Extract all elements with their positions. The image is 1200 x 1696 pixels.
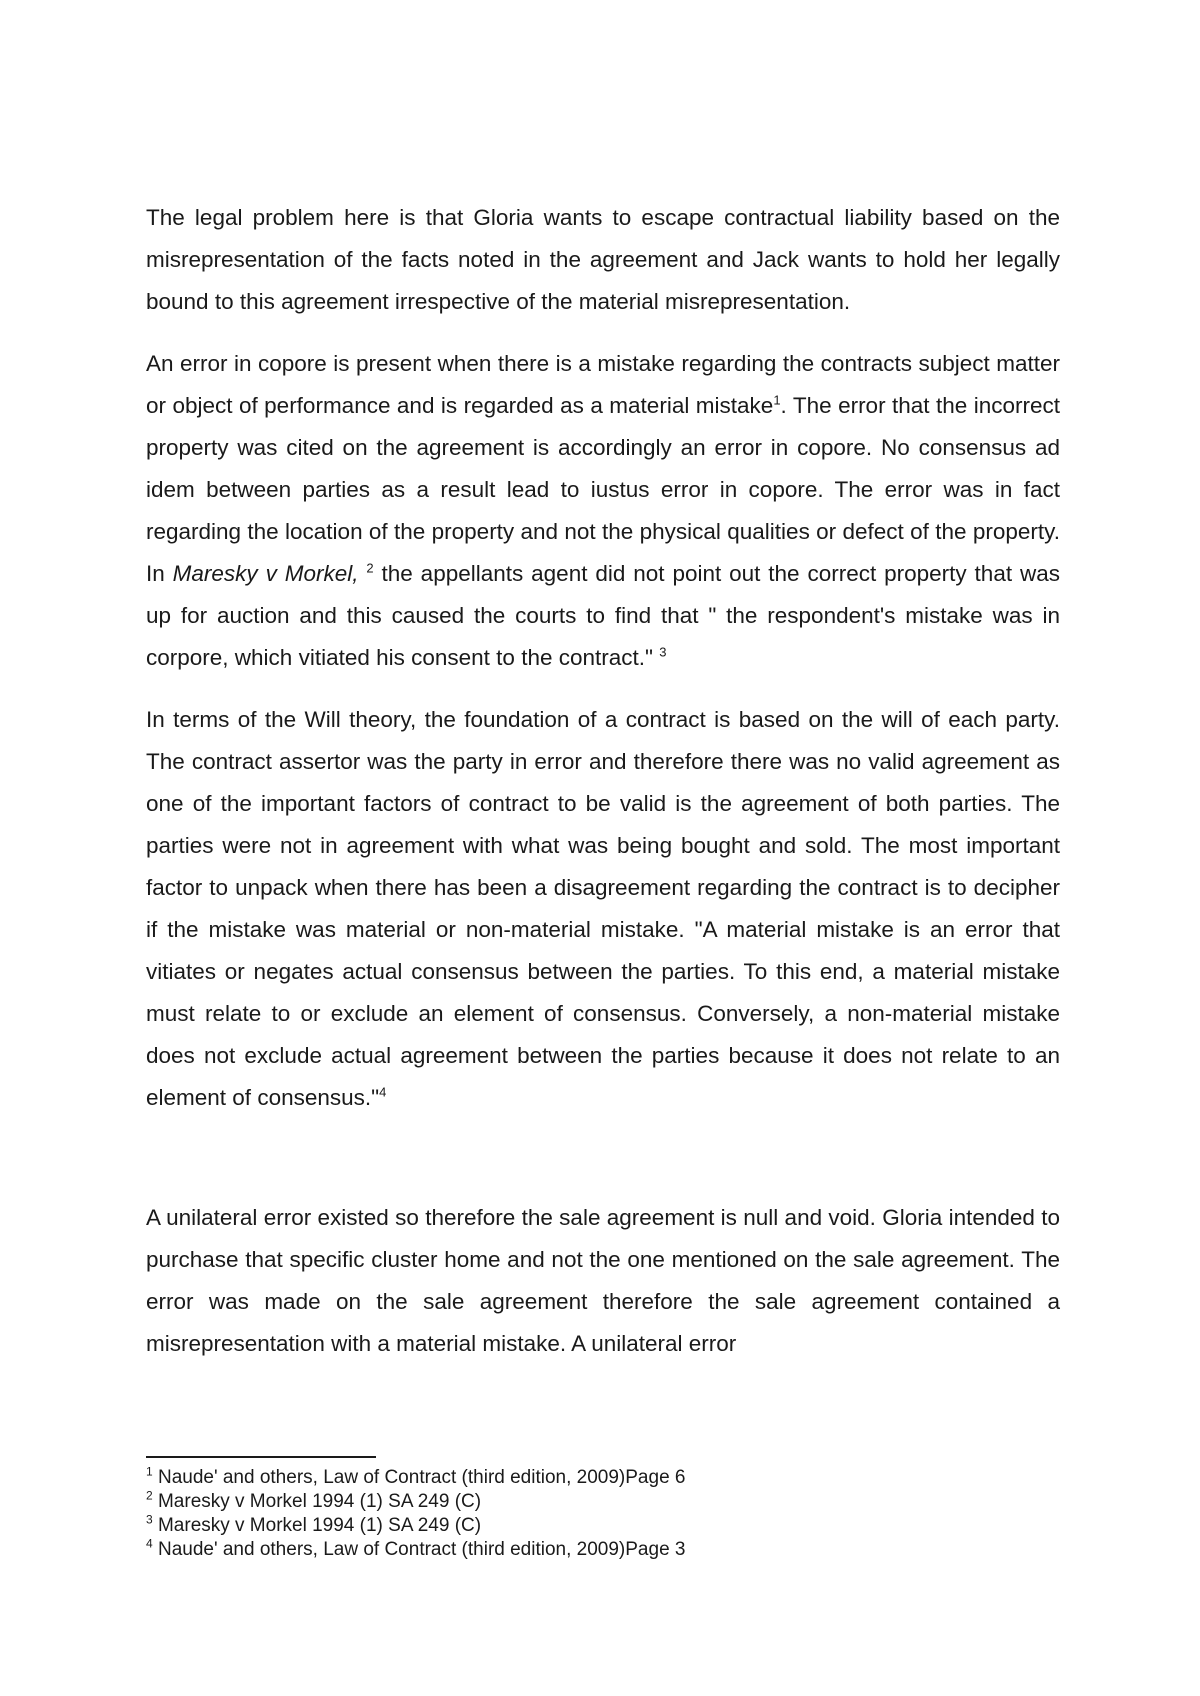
paragraph-text: . The error that the incorrect property was cited on the agreement is accordingly an error in copore. No consensus ad idem between parties as a result lead to iustus error in copore. The error was in fact regarding the location of the property and not the physical qualities or defect of the property. In [146, 393, 1061, 586]
paragraph-legal-problem: The legal problem here is that Gloria wants to escape contractual liability based on the misrepresentation of the facts noted in the agreement and Jack wants to hold her legally bound to this agreement irrespective of the material misrepresentation. [146, 205, 1060, 314]
footnote-reference-4: 4 [379, 1084, 387, 1100]
paragraph-unilateral-error: A unilateral error existed so therefore the sale agreement is null and void. Gloria intended to purchase that specific cluster home and not the one mentioned on the sale agreement. The error was made on the sale agreement therefore the sale agreement contained a misrepresentation with a material mistake. A unilateral error [146, 1205, 1060, 1356]
paragraph-text: the appellants agent did not point out the correct property that was up for auction and this caused the courts to find that " the respondent's mistake was in corpore, which vitiated his consent to the contract." [146, 561, 1060, 670]
document-body [146, 197, 1060, 1365]
footnote-1 [146, 1466, 1060, 1490]
footnote-marker: 1 [146, 1464, 153, 1479]
footnotes-section [146, 1456, 1060, 1562]
footnote-text: Maresky v Morkel 1994 (1) SA 249 (C) [152, 1491, 482, 1512]
footnote-marker: 4 [146, 1536, 153, 1551]
footnote-marker: 3 [146, 1512, 153, 1527]
paragraph-will-theory [146, 699, 1060, 1119]
footnote-3 [146, 1514, 1060, 1538]
footnote-marker: 2 [146, 1488, 153, 1503]
footnote-2 [146, 1490, 1060, 1514]
footnote-separator [146, 1456, 376, 1458]
paragraph-text: In terms of the Will theory, the foundation of a contract is based on the will of each party. The contract assertor was the party in error and therefore there was no valid agreement as one of the important factors of contract to be valid is the agreement of both parties. The parties were not in agreement with what was being bought and sold. The most important factor to unpack when there has been a disagreement regarding the contract is to decipher if the mistake was material or non-material mistake. "A material mistake is an error that vitiates or negates actual consensus between the parties. To this end, a material mistake must relate to or exclude an element of consensus. Conversely, a non-material mistake does not exclude actual agreement between the parties because it does not relate to an element of consensus." [146, 707, 1060, 1110]
footnote-reference-2: 2 [366, 560, 374, 576]
footnote-text: Maresky v Morkel 1994 (1) SA 249 (C) [152, 1515, 482, 1536]
footnote-text: Naude' and others, Law of Contract (third edition, 2009)Page 6 [152, 1467, 686, 1488]
footnote-reference-1: 1 [773, 392, 781, 408]
footnote-4 [146, 1538, 1060, 1562]
case-citation: Maresky v Morkel, [172, 561, 359, 586]
footnote-text: Naude' and others, Law of Contract (third edition, 2009)Page 3 [152, 1539, 686, 1560]
paragraph-text: An error in copore is present when there is a mistake regarding the contracts subject matter or object of performance and is regarded as a material mistake [146, 351, 1060, 418]
footnote-reference-3: 3 [659, 644, 667, 660]
paragraph-error-in-corpore [146, 343, 1060, 679]
